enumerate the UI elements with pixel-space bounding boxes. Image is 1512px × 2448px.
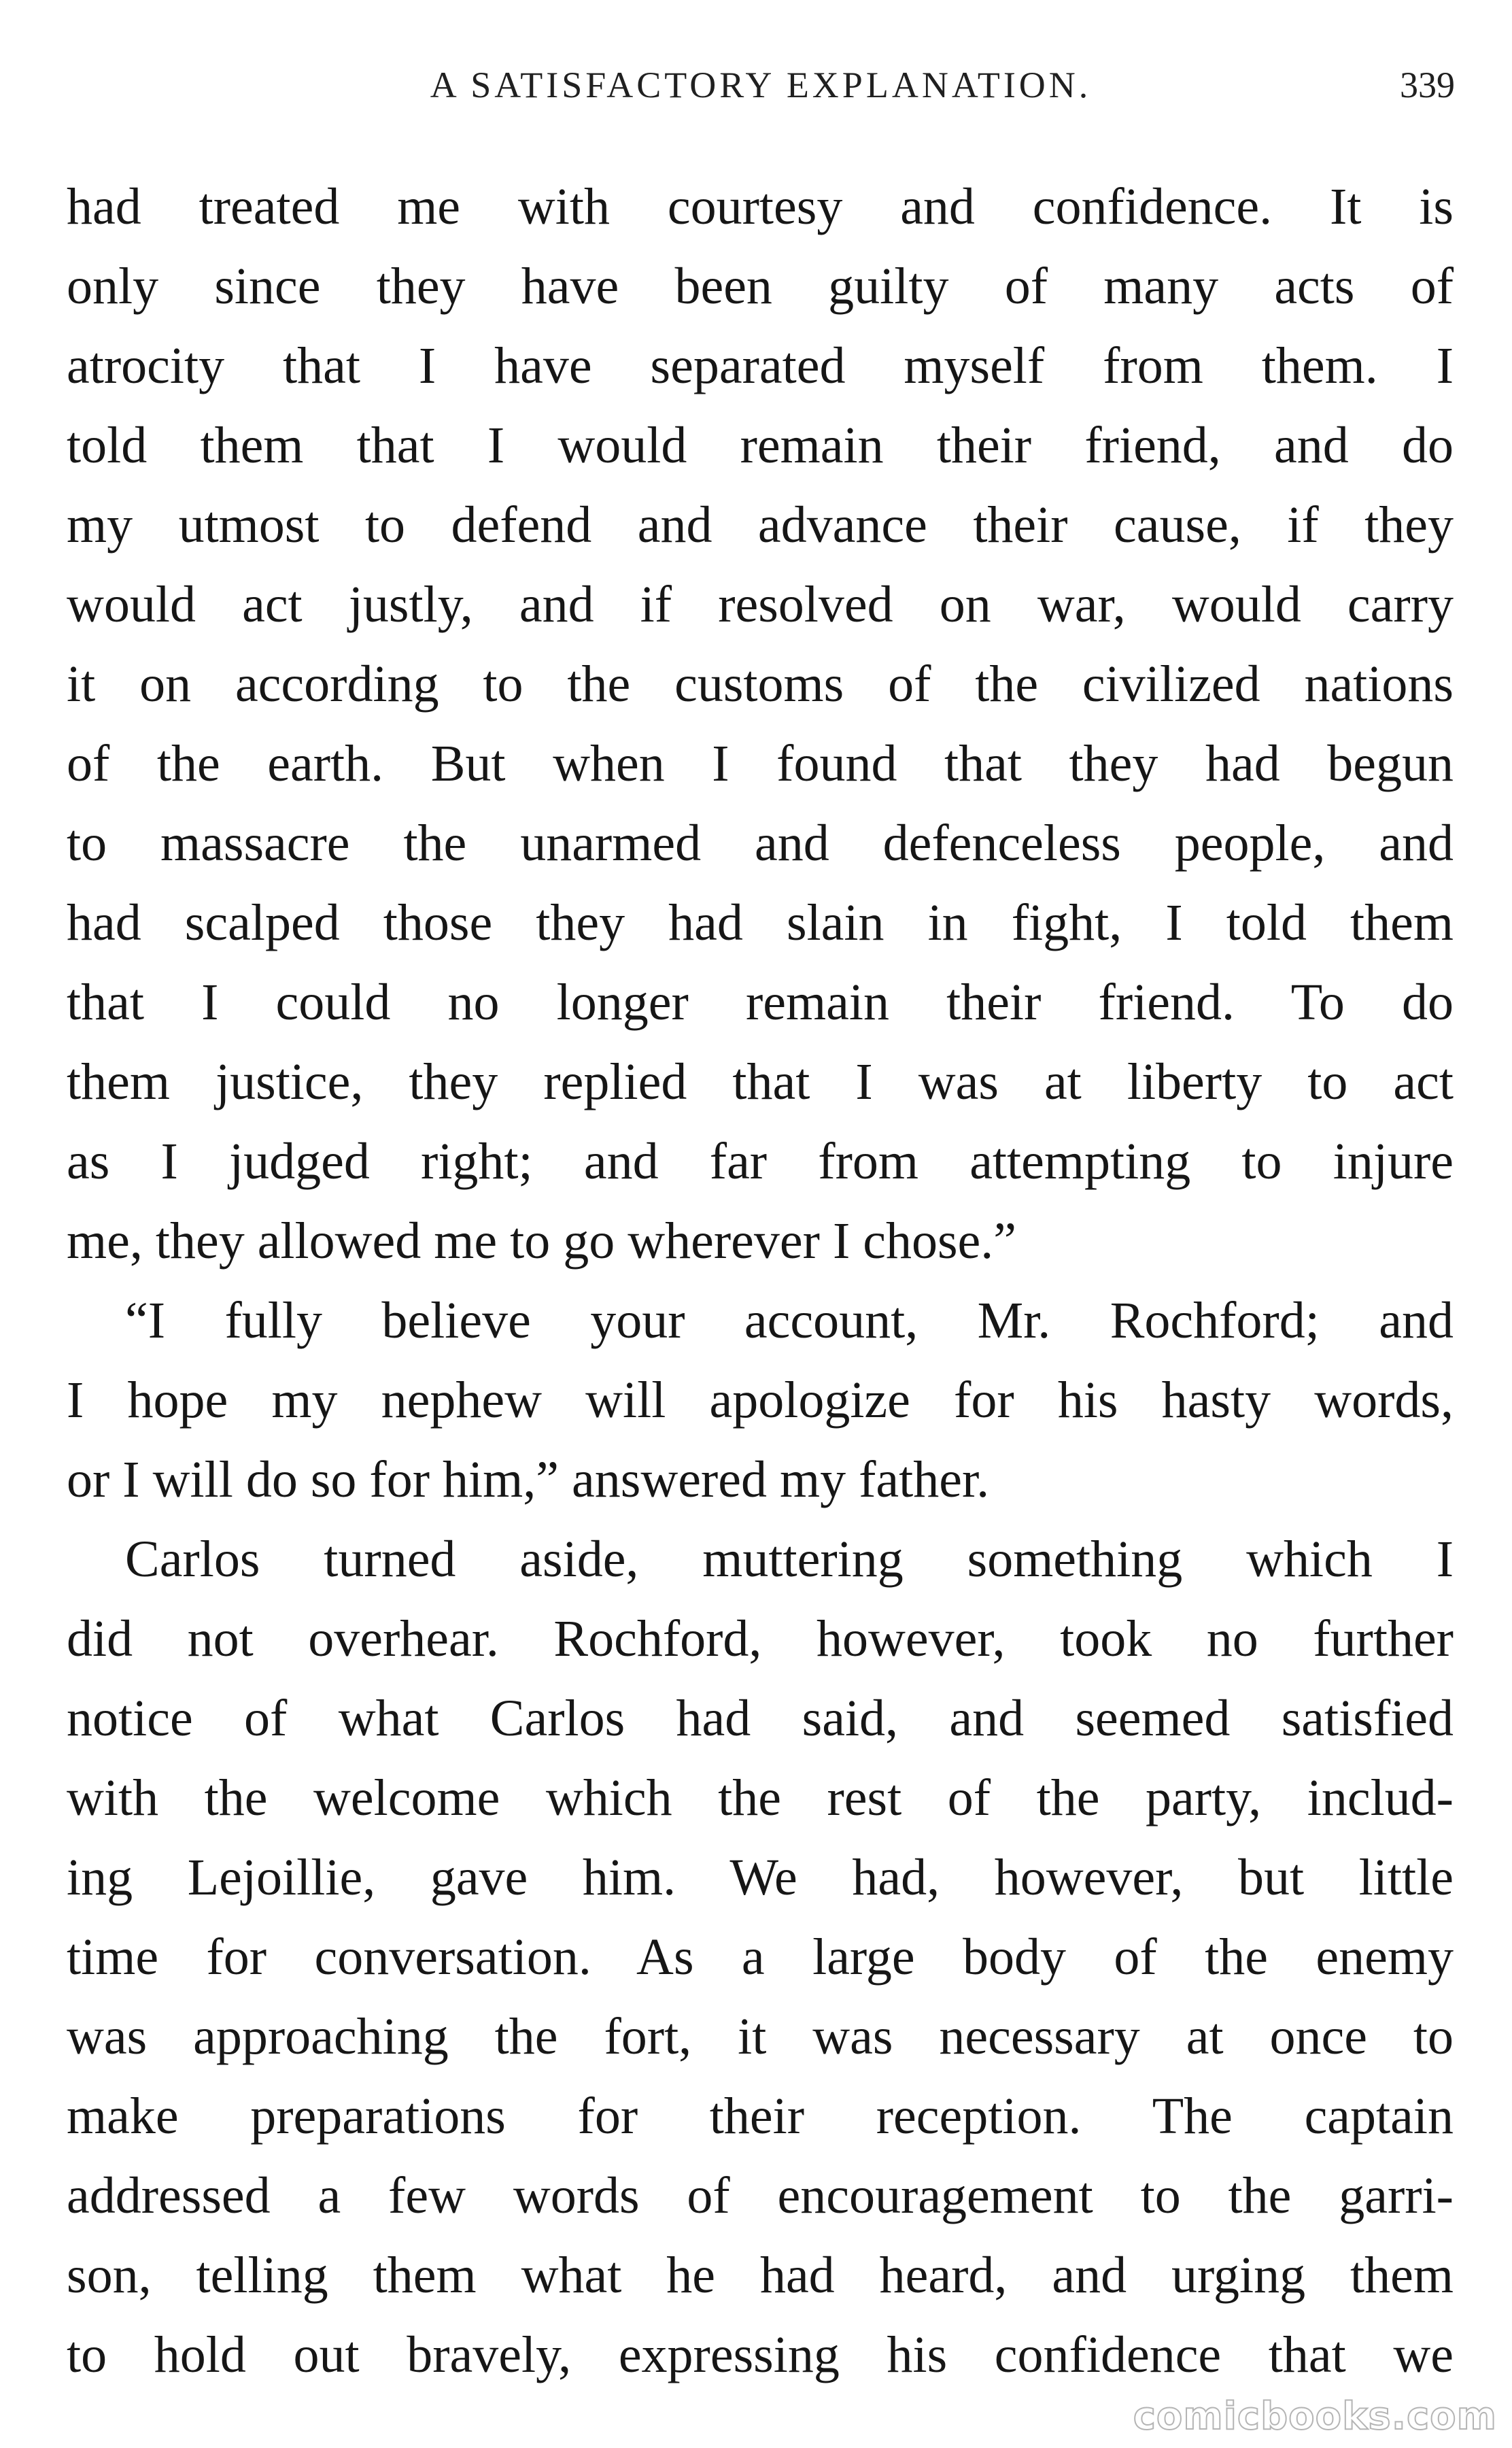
text-line: it on according to the customs of the civilized nations (67, 656, 1454, 713)
text-line: son, telling them what he had heard, and urging them (67, 2247, 1454, 2304)
text-line: notice of what Carlos had said, and seemed satisfied (67, 1690, 1454, 1747)
text-line: to massacre the unarmed and defenceless people, and (67, 815, 1454, 872)
text-line: I hope my nephew will apologize for his hasty words, (67, 1372, 1454, 1429)
text-line: ing Lejoillie, gave him. We had, however, but little (67, 1849, 1454, 1906)
text-line: or I will do so for him,” answered my father. (67, 1451, 990, 1508)
text-line: with the welcome which the rest of the party, includ- (67, 1769, 1454, 1826)
text-line: told them that I would remain their friend, and do (67, 417, 1454, 474)
text-line: make preparations for their reception. The captain (67, 2088, 1454, 2145)
text-line: would act justly, and if resolved on war, would carry (67, 576, 1454, 633)
text-line: Carlos turned aside, muttering something which I (125, 1531, 1454, 1588)
body-text (67, 167, 1454, 2395)
text-line: addressed a few words of encouragement to the garri- (67, 2167, 1454, 2224)
text-line: did not overhear. Rochford, however, took no further (67, 1610, 1454, 1667)
text-line: “I fully believe your account, Mr. Rochford; and (125, 1292, 1454, 1349)
text-line: that I could no longer remain their friend. To do (67, 974, 1454, 1031)
text-line: only since they have been guilty of many acts of (67, 258, 1454, 315)
text-line: was approaching the fort, it was necessary at once to (67, 2008, 1454, 2065)
text-line: atrocity that I have separated myself from them. I (67, 337, 1454, 394)
text-line: them justice, they replied that I was at liberty to act (67, 1053, 1454, 1110)
running-head (67, 54, 1455, 116)
running-title: A SATISFACTORY EXPLANATION. (430, 65, 1092, 105)
text-line: my utmost to defend and advance their cause, if they (67, 496, 1454, 554)
text-line: time for conversation. As a large body of the enemy (67, 1928, 1454, 1986)
text-line: of the earth. But when I found that they had begun (67, 735, 1454, 792)
watermark: comicbooks.com (1133, 2394, 1497, 2438)
text-line: had treated me with courtesy and confidence. It is (67, 178, 1454, 235)
page-number: 339 (1400, 65, 1455, 105)
text-line: as I judged right; and far from attempting to injure (67, 1133, 1454, 1190)
text-line: to hold out bravely, expressing his confidence that we (67, 2326, 1454, 2383)
text-line: had scalped those they had slain in fight, I told them (67, 894, 1454, 951)
text-line: me, they allowed me to go wherever I chose.” (67, 1212, 1017, 1270)
